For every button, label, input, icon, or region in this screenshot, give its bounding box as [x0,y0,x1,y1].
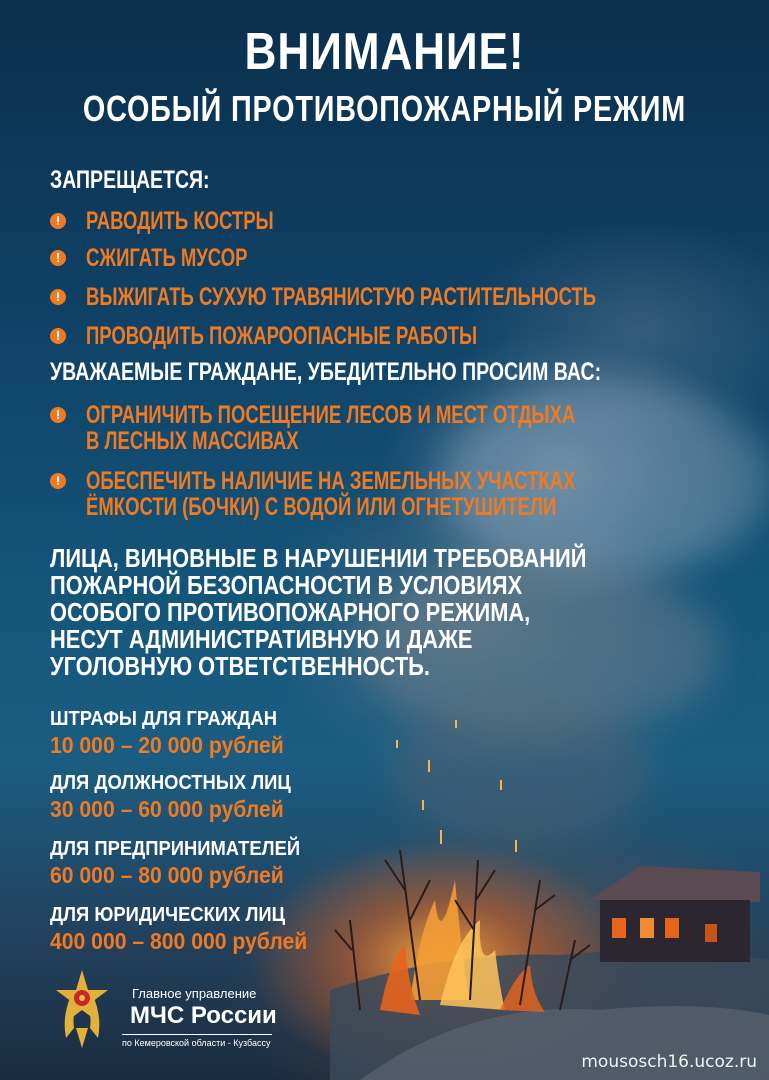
prohibited-item [50,245,304,271]
request-item-line: ЁМКОСТИ (БОЧКИ) С ВОДОЙ ИЛИ ОГНЕТУШИТЕЛИ [86,493,557,521]
organization-line1: Главное управление [132,986,257,1001]
liability-warning [50,545,586,680]
prohibited-item-text: РАВОДИТЬ КОСТРЫ [86,207,274,235]
warning-line: УГОЛОВНУЮ ОТВЕТСТВЕННОСТЬ. [50,651,430,681]
fine-amount: 60 000 – 80 000 рублей [50,862,284,888]
fine-label: ДЛЯ ПРЕДПРИНИМАТЕЛЕЙ [50,838,301,860]
request-item [50,402,747,454]
exclamation-icon [50,289,66,305]
warning-line: ОСОБОГО ПРОТИВОПОЖАРНОГО РЕЖИМА, [50,597,531,627]
request-item-text [86,468,575,520]
page-subtitle: ОСОБЫЙ ПРОТИВОПОЖАРНЫЙ РЕЖИМ [82,88,687,129]
prohibited-item [50,323,615,349]
warning-line: ЛИЦА, ВИНОВНЫЕ В НАРУШЕНИИ ТРЕБОВАНИЙ [50,543,587,573]
request-item-line: ОБЕСПЕЧИТЬ НАЛИЧИЕ НА ЗЕМЕЛЬНЫХ УЧАСТКАХ [86,467,576,495]
prohibited-item-text: ПРОВОДИТЬ ПОЖАРООПАСНЫЕ РАБОТЫ [86,322,478,350]
exclamation-icon [50,407,66,423]
request-item-line: ОГРАНИЧИТЬ ПОСЕЩЕНИЕ ЛЕСОВ И МЕСТ ОТДЫХА [86,401,576,429]
request-item-text [86,402,575,454]
request-item-line: В ЛЕСНЫХ МАССИВАХ [86,427,299,455]
prohibited-item [50,284,769,310]
mchs-emblem-icon [52,968,112,1050]
warning-line: НЕСУТ АДМИНИСТРАТИВНУЮ И ДАЖЕ [50,624,473,654]
fine-label: ДЛЯ ЮРИДИЧЕСКИХ ЛИЦ [50,904,286,926]
request-item [50,468,747,520]
exclamation-icon [50,250,66,266]
prohibited-heading: ЗАПРЕЩАЕТСЯ: [50,166,210,194]
fine-amount: 400 000 – 800 000 рублей [50,928,308,954]
sparks [396,720,517,852]
organization-name: МЧС России [130,1002,277,1029]
organization-divider [122,1034,272,1035]
fine-amount: 10 000 – 20 000 рублей [50,732,284,758]
prohibited-item-text: ВЫЖИГАТЬ СУХУЮ ТРАВЯНИСТУЮ РАСТИТЕЛЬНОСТЬ [86,283,597,311]
exclamation-icon [50,328,66,344]
exclamation-icon [50,213,66,229]
exclamation-icon [50,473,66,489]
house [590,866,760,962]
warning-line: ПОЖАРНОЙ БЕЗОПАСНОСТИ В УСЛОВИЯХ [50,570,523,600]
organization-region: по Кемеровской области - Кузбассу [122,1038,271,1048]
prohibited-item [50,208,340,234]
fine-amount: 30 000 – 60 000 рублей [50,796,284,822]
prohibited-item-text: СЖИГАТЬ МУСОР [86,244,248,272]
request-heading: УВАЖАЕМЫЕ ГРАЖДАНЕ, УБЕДИТЕЛЬНО ПРОСИМ ВАС: [50,358,602,386]
fine-label: ДЛЯ ДОЛЖНОСТНЫХ ЛИЦ [50,772,291,794]
page-title: ВНИМАНИЕ! [244,23,525,81]
fine-label: ШТРАФЫ ДЛЯ ГРАЖДАН [50,708,278,730]
watermark: mousosch16.ucoz.ru [581,1052,757,1072]
